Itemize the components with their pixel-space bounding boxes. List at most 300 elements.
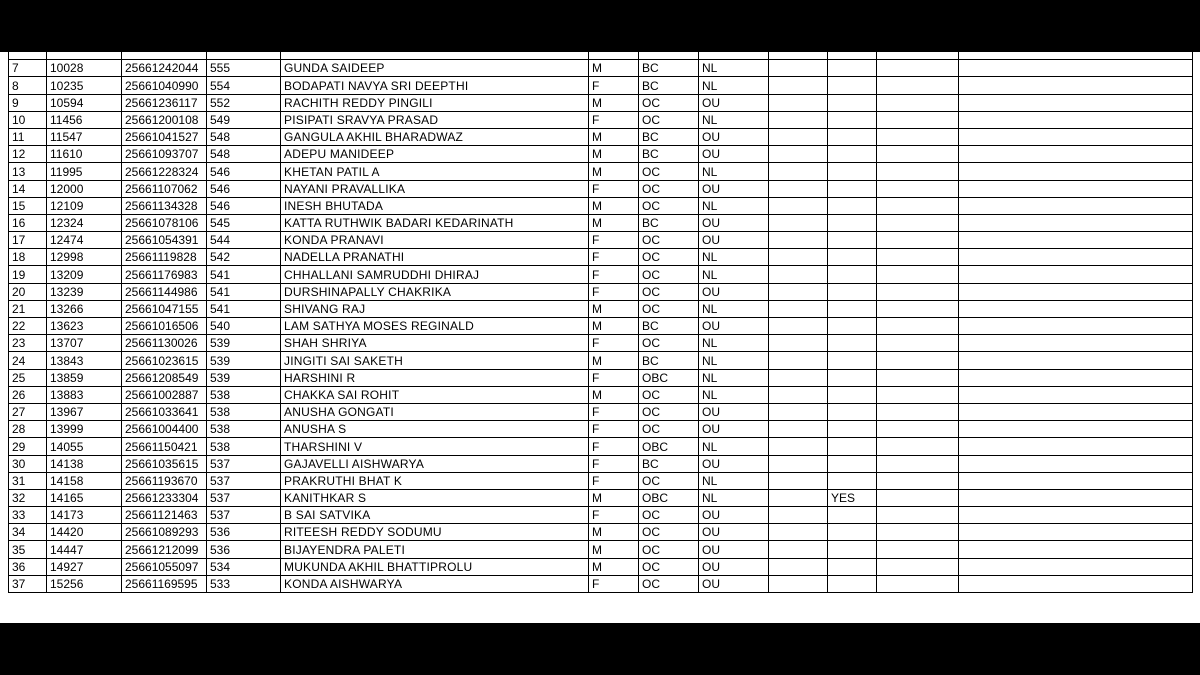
- region-cell: OU: [699, 283, 769, 300]
- table-row: [9, 489, 1193, 506]
- hall-ticket-cell: 25661002887: [122, 386, 207, 403]
- hall-ticket-cell: 25661040990: [122, 77, 207, 94]
- empty-cell: [959, 60, 1193, 77]
- rank-cell: 10235: [47, 77, 122, 94]
- marks-cell: 552: [207, 94, 281, 111]
- extra-cell: [877, 507, 959, 524]
- region-cell: OU: [699, 318, 769, 335]
- gender-cell: M: [589, 146, 639, 163]
- marks-cell: 541: [207, 266, 281, 283]
- category-cell: OBC: [639, 489, 699, 506]
- region-cell: NL: [699, 300, 769, 317]
- extra-cell: [877, 369, 959, 386]
- gender-cell: F: [589, 232, 639, 249]
- extra-cell: [828, 163, 877, 180]
- extra-cell: [828, 77, 877, 94]
- serial-number-cell: 31: [9, 472, 47, 489]
- serial-number-cell: 11: [9, 128, 47, 145]
- hall-ticket-cell: 25661208549: [122, 369, 207, 386]
- gender-cell: M: [589, 318, 639, 335]
- hall-ticket-cell: 25661233304: [122, 489, 207, 506]
- hall-ticket-cell: 25661055097: [122, 558, 207, 575]
- extra-cell: [769, 455, 828, 472]
- empty-cell: [959, 575, 1193, 592]
- category-cell: OC: [639, 111, 699, 128]
- extra-cell: [828, 266, 877, 283]
- rank-cell: 13623: [47, 318, 122, 335]
- marks-cell: 536: [207, 524, 281, 541]
- candidate-name-cell: MUKUNDA AKHIL BHATTIPROLU: [281, 558, 589, 575]
- region-cell: OU: [699, 455, 769, 472]
- table-row: [9, 146, 1193, 163]
- gender-cell: M: [589, 558, 639, 575]
- extra-cell: [877, 94, 959, 111]
- empty-cell: [959, 300, 1193, 317]
- extra-cell: [877, 352, 959, 369]
- category-cell: BC: [639, 60, 699, 77]
- gender-cell: F: [589, 283, 639, 300]
- serial-number-cell: 33: [9, 507, 47, 524]
- hall-ticket-cell: 25661200108: [122, 111, 207, 128]
- candidate-name-cell: SHIVANG RAJ: [281, 300, 589, 317]
- spreadsheet-page: [0, 52, 1200, 623]
- empty-cell: [959, 266, 1193, 283]
- candidate-name-cell: KONDA AISHWARYA: [281, 575, 589, 592]
- extra-cell: [769, 77, 828, 94]
- candidate-name-cell: BIJAYENDRA PALETI: [281, 541, 589, 558]
- extra-cell: [877, 163, 959, 180]
- extra-cell: [769, 283, 828, 300]
- marks-cell: 537: [207, 489, 281, 506]
- rank-cell: 14158: [47, 472, 122, 489]
- extra-cell: [877, 197, 959, 214]
- extra-cell: [877, 111, 959, 128]
- marks-cell: 542: [207, 249, 281, 266]
- extra-cell: [877, 300, 959, 317]
- candidate-name-cell: B SAI SATVIKA: [281, 507, 589, 524]
- candidate-name-cell: KANITHKAR S: [281, 489, 589, 506]
- serial-number-cell: 22: [9, 318, 47, 335]
- candidate-name-cell: GUNDA SAIDEEP: [281, 60, 589, 77]
- serial-number-cell: 20: [9, 283, 47, 300]
- candidate-name-cell: CHAKKA SAI ROHIT: [281, 386, 589, 403]
- region-cell: OU: [699, 128, 769, 145]
- table-row: [9, 111, 1193, 128]
- extra-cell: [877, 575, 959, 592]
- serial-number-cell: 30: [9, 455, 47, 472]
- extra-cell: [828, 128, 877, 145]
- extra-cell: [877, 214, 959, 231]
- gender-cell: M: [589, 524, 639, 541]
- extra-cell: [828, 369, 877, 386]
- hall-ticket-cell: 25661089293: [122, 524, 207, 541]
- serial-number-cell: 18: [9, 249, 47, 266]
- region-cell: OU: [699, 421, 769, 438]
- rank-list-table: [8, 52, 1193, 593]
- gender-cell: M: [589, 489, 639, 506]
- table-row: [9, 266, 1193, 283]
- hall-ticket-cell: 25661107062: [122, 180, 207, 197]
- marks-cell: 555: [207, 60, 281, 77]
- gender-cell: F: [589, 472, 639, 489]
- empty-cell: [959, 128, 1193, 145]
- rank-cell: 11610: [47, 146, 122, 163]
- marks-cell: 538: [207, 403, 281, 420]
- extra-cell: [877, 541, 959, 558]
- extra-cell: [828, 94, 877, 111]
- extra-cell: [877, 146, 959, 163]
- extra-cell: [769, 300, 828, 317]
- category-cell: OC: [639, 575, 699, 592]
- hall-ticket-cell: 25661169595: [122, 575, 207, 592]
- region-cell: OU: [699, 558, 769, 575]
- candidate-name-cell: ANUSHA GONGATI: [281, 403, 589, 420]
- empty-cell: [959, 472, 1193, 489]
- extra-cell: [769, 232, 828, 249]
- serial-number-cell: 17: [9, 232, 47, 249]
- extra-cell: [877, 60, 959, 77]
- extra-cell: [828, 249, 877, 266]
- hall-ticket-cell: 25661119828: [122, 249, 207, 266]
- extra-cell: [769, 60, 828, 77]
- category-cell: OC: [639, 266, 699, 283]
- region-cell: NL: [699, 111, 769, 128]
- candidate-name-cell: HARSHINI R: [281, 369, 589, 386]
- region-cell: OU: [699, 575, 769, 592]
- gender-cell: M: [589, 300, 639, 317]
- serial-number-cell: 36: [9, 558, 47, 575]
- category-cell: OC: [639, 541, 699, 558]
- region-cell: OU: [699, 180, 769, 197]
- rank-cell: 12474: [47, 232, 122, 249]
- category-cell: OC: [639, 507, 699, 524]
- candidate-name-cell: LAM SATHYA MOSES REGINALD: [281, 318, 589, 335]
- extra-cell: [828, 421, 877, 438]
- extra-cell: [877, 128, 959, 145]
- region-cell: NL: [699, 163, 769, 180]
- extra-cell: [769, 128, 828, 145]
- extra-cell: [769, 472, 828, 489]
- serial-number-cell: 15: [9, 197, 47, 214]
- category-cell: BC: [639, 352, 699, 369]
- extra-cell: [769, 524, 828, 541]
- extra-cell: [769, 266, 828, 283]
- extra-cell: [877, 77, 959, 94]
- marks-cell: 539: [207, 369, 281, 386]
- rank-cell: 14165: [47, 489, 122, 506]
- candidate-name-cell: JINGITI SAI SAKETH: [281, 352, 589, 369]
- region-cell: NL: [699, 438, 769, 455]
- table-row: [9, 94, 1193, 111]
- table-row: [9, 369, 1193, 386]
- region-cell: OU: [699, 214, 769, 231]
- gender-cell: M: [589, 94, 639, 111]
- gender-cell: F: [589, 455, 639, 472]
- extra-cell: [877, 438, 959, 455]
- rank-cell: 12000: [47, 180, 122, 197]
- extra-cell: [769, 249, 828, 266]
- extra-cell: [769, 386, 828, 403]
- region-cell: NL: [699, 352, 769, 369]
- candidate-name-cell: RITEESH REDDY SODUMU: [281, 524, 589, 541]
- serial-number-cell: 29: [9, 438, 47, 455]
- category-cell: OC: [639, 300, 699, 317]
- candidate-name-cell: GANGULA AKHIL BHARADWAZ: [281, 128, 589, 145]
- empty-cell: [959, 558, 1193, 575]
- region-cell: OU: [699, 146, 769, 163]
- serial-number-cell: 26: [9, 386, 47, 403]
- extra-cell: [828, 146, 877, 163]
- candidate-name-cell: PRAKRUTHI BHAT K: [281, 472, 589, 489]
- empty-cell: [959, 335, 1193, 352]
- marks-cell: 537: [207, 472, 281, 489]
- extra-cell: [877, 421, 959, 438]
- region-cell: OU: [699, 524, 769, 541]
- category-cell: BC: [639, 455, 699, 472]
- extra-cell: [828, 180, 877, 197]
- marks-cell: 548: [207, 128, 281, 145]
- gender-cell: M: [589, 386, 639, 403]
- extra-cell: [769, 558, 828, 575]
- gender-cell: M: [589, 541, 639, 558]
- serial-number-cell: 9: [9, 94, 47, 111]
- marks-cell: 540: [207, 318, 281, 335]
- region-cell: NL: [699, 335, 769, 352]
- extra-cell: [828, 541, 877, 558]
- rank-cell: 14927: [47, 558, 122, 575]
- candidate-name-cell: ADEPU MANIDEEP: [281, 146, 589, 163]
- candidate-name-cell: NAYANI PRAVALLIKA: [281, 180, 589, 197]
- candidate-name-cell: NADELLA PRANATHI: [281, 249, 589, 266]
- empty-cell: [959, 163, 1193, 180]
- empty-cell: [959, 403, 1193, 420]
- serial-number-cell: 27: [9, 403, 47, 420]
- extra-cell: [828, 318, 877, 335]
- rank-cell: 11456: [47, 111, 122, 128]
- category-cell: OBC: [639, 369, 699, 386]
- table-row: [9, 197, 1193, 214]
- candidate-name-cell: DURSHINAPALLY CHAKRIKA: [281, 283, 589, 300]
- table-row: [9, 524, 1193, 541]
- table-row: [9, 575, 1193, 592]
- extra-cell: [769, 438, 828, 455]
- serial-number-cell: 28: [9, 421, 47, 438]
- rank-cell: 14420: [47, 524, 122, 541]
- candidate-name-cell: PISIPATI SRAVYA PRASAD: [281, 111, 589, 128]
- region-cell: NL: [699, 77, 769, 94]
- candidate-name-cell: ANUSHA S: [281, 421, 589, 438]
- serial-number-cell: 10: [9, 111, 47, 128]
- gender-cell: M: [589, 214, 639, 231]
- table-row: [9, 421, 1193, 438]
- rank-cell: 13707: [47, 335, 122, 352]
- marks-cell: 548: [207, 146, 281, 163]
- category-cell: OC: [639, 232, 699, 249]
- category-cell: BC: [639, 318, 699, 335]
- region-cell: NL: [699, 197, 769, 214]
- hall-ticket-cell: 25661242044: [122, 60, 207, 77]
- hall-ticket-cell: 25661130026: [122, 335, 207, 352]
- serial-number-cell: 37: [9, 575, 47, 592]
- region-cell: NL: [699, 386, 769, 403]
- category-cell: BC: [639, 146, 699, 163]
- serial-number-cell: 14: [9, 180, 47, 197]
- table-row: [9, 249, 1193, 266]
- extra-cell: [769, 335, 828, 352]
- table-row: [9, 352, 1193, 369]
- rank-cell: 14138: [47, 455, 122, 472]
- gender-cell: F: [589, 249, 639, 266]
- table-body: [9, 52, 1193, 593]
- hall-ticket-cell: 25661033641: [122, 403, 207, 420]
- empty-cell: [959, 94, 1193, 111]
- extra-cell: [877, 335, 959, 352]
- extra-cell: [877, 489, 959, 506]
- table-row: [9, 472, 1193, 489]
- table-row: [9, 318, 1193, 335]
- extra-cell: [769, 94, 828, 111]
- table-row: [9, 283, 1193, 300]
- serial-number-cell: 16: [9, 214, 47, 231]
- rank-cell: 12324: [47, 214, 122, 231]
- candidate-name-cell: KONDA PRANAVI: [281, 232, 589, 249]
- serial-number-cell: 7: [9, 60, 47, 77]
- table-row: [9, 386, 1193, 403]
- marks-cell: 538: [207, 386, 281, 403]
- marks-cell: 546: [207, 180, 281, 197]
- serial-number-cell: 24: [9, 352, 47, 369]
- category-cell: BC: [639, 128, 699, 145]
- extra-cell: [769, 421, 828, 438]
- extra-cell: [877, 558, 959, 575]
- table-row: [9, 403, 1193, 420]
- empty-cell: [959, 232, 1193, 249]
- extra-cell: [828, 232, 877, 249]
- extra-cell: [828, 283, 877, 300]
- hall-ticket-cell: 25661035615: [122, 455, 207, 472]
- category-cell: OC: [639, 283, 699, 300]
- extra-cell: [769, 403, 828, 420]
- extra-cell: [769, 369, 828, 386]
- extra-cell: [828, 507, 877, 524]
- extra-cell: [769, 180, 828, 197]
- rank-cell: 13883: [47, 386, 122, 403]
- rank-cell: 12998: [47, 249, 122, 266]
- category-cell: OC: [639, 94, 699, 111]
- hall-ticket-cell: 25661150421: [122, 438, 207, 455]
- candidate-name-cell: KATTA RUTHWIK BADARI KEDARINATH: [281, 214, 589, 231]
- serial-number-cell: 13: [9, 163, 47, 180]
- empty-cell: [959, 214, 1193, 231]
- rank-cell: 14055: [47, 438, 122, 455]
- extra-cell: YES: [828, 489, 877, 506]
- hall-ticket-cell: 25661078106: [122, 214, 207, 231]
- category-cell: OBC: [639, 438, 699, 455]
- region-cell: NL: [699, 266, 769, 283]
- table-row: [9, 455, 1193, 472]
- hall-ticket-cell: 25661121463: [122, 507, 207, 524]
- extra-cell: [828, 60, 877, 77]
- empty-cell: [959, 318, 1193, 335]
- hall-ticket-cell: 25661054391: [122, 232, 207, 249]
- extra-cell: [769, 575, 828, 592]
- extra-cell: [828, 558, 877, 575]
- category-cell: BC: [639, 214, 699, 231]
- marks-cell: 534: [207, 558, 281, 575]
- serial-number-cell: 21: [9, 300, 47, 317]
- region-cell: NL: [699, 489, 769, 506]
- extra-cell: [769, 507, 828, 524]
- gender-cell: F: [589, 403, 639, 420]
- category-cell: OC: [639, 335, 699, 352]
- category-cell: OC: [639, 249, 699, 266]
- serial-number-cell: 32: [9, 489, 47, 506]
- empty-cell: [959, 283, 1193, 300]
- candidate-name-cell: THARSHINI V: [281, 438, 589, 455]
- rank-cell: 12109: [47, 197, 122, 214]
- table-row: [9, 507, 1193, 524]
- hall-ticket-cell: 25661041527: [122, 128, 207, 145]
- table-row: [9, 335, 1193, 352]
- extra-cell: [769, 146, 828, 163]
- extra-cell: [769, 111, 828, 128]
- gender-cell: M: [589, 60, 639, 77]
- empty-cell: [959, 507, 1193, 524]
- marks-cell: 541: [207, 283, 281, 300]
- table-row: [9, 128, 1193, 145]
- gender-cell: F: [589, 575, 639, 592]
- extra-cell: [828, 575, 877, 592]
- empty-cell: [959, 77, 1193, 94]
- gender-cell: F: [589, 111, 639, 128]
- region-cell: NL: [699, 472, 769, 489]
- region-cell: NL: [699, 60, 769, 77]
- serial-number-cell: 12: [9, 146, 47, 163]
- hall-ticket-cell: 25661228324: [122, 163, 207, 180]
- empty-cell: [959, 249, 1193, 266]
- region-cell: OU: [699, 541, 769, 558]
- hall-ticket-cell: 25661236117: [122, 94, 207, 111]
- empty-cell: [959, 180, 1193, 197]
- extra-cell: [877, 455, 959, 472]
- empty-cell: [959, 386, 1193, 403]
- rank-cell: 13239: [47, 283, 122, 300]
- table-row: [9, 232, 1193, 249]
- rank-cell: 11547: [47, 128, 122, 145]
- hall-ticket-cell: 25661047155: [122, 300, 207, 317]
- marks-cell: 538: [207, 438, 281, 455]
- category-cell: OC: [639, 180, 699, 197]
- rank-cell: 13859: [47, 369, 122, 386]
- gender-cell: F: [589, 369, 639, 386]
- region-cell: OU: [699, 232, 769, 249]
- region-cell: OU: [699, 507, 769, 524]
- extra-cell: [877, 266, 959, 283]
- rank-cell: 14173: [47, 507, 122, 524]
- rank-cell: 13967: [47, 403, 122, 420]
- extra-cell: [828, 386, 877, 403]
- marks-cell: 546: [207, 197, 281, 214]
- gender-cell: M: [589, 197, 639, 214]
- empty-cell: [959, 524, 1193, 541]
- empty-cell: [959, 541, 1193, 558]
- candidate-name-cell: SHAH SHRIYA: [281, 335, 589, 352]
- extra-cell: [769, 489, 828, 506]
- table-row: [9, 77, 1193, 94]
- gender-cell: M: [589, 352, 639, 369]
- extra-cell: [877, 386, 959, 403]
- hall-ticket-cell: 25661193670: [122, 472, 207, 489]
